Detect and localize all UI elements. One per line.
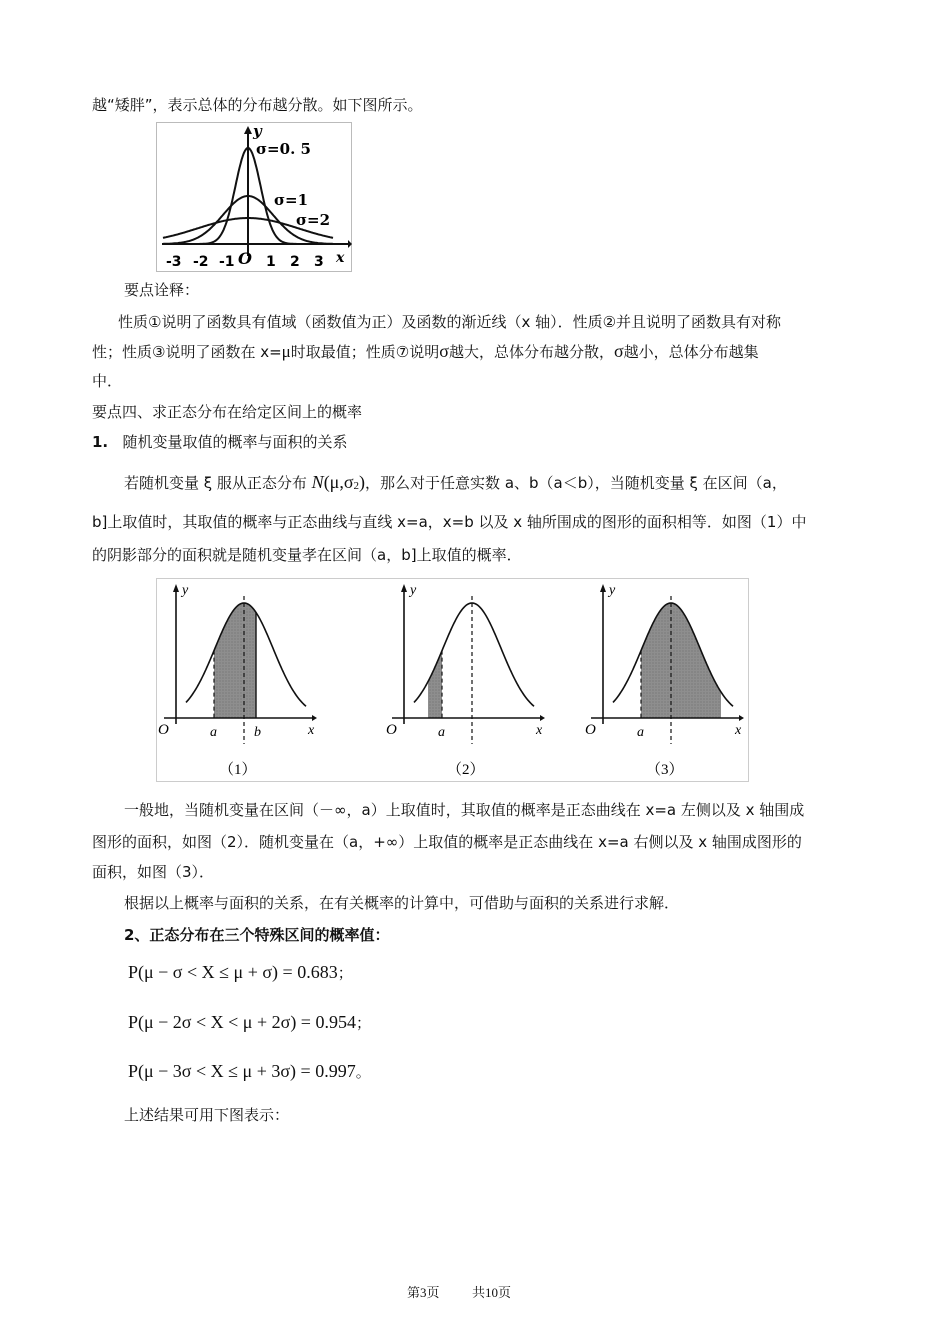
normal-curves-figure xyxy=(156,122,352,272)
y-axis-label: y xyxy=(410,583,417,598)
shaded-areas-figure xyxy=(156,578,749,782)
mu-symbol: μ xyxy=(281,342,291,361)
x-axis-label: x xyxy=(536,723,543,738)
normal-curves-svg xyxy=(156,122,352,272)
tick-label: 1 xyxy=(266,254,276,270)
key-points-title: 要点诠释： xyxy=(124,281,200,299)
page-total: 共10页 xyxy=(472,1285,512,1300)
sigma-2-label: σ=2 xyxy=(296,211,331,229)
shaded-region xyxy=(214,603,256,718)
panel-3 xyxy=(585,583,744,778)
x-axis-label: x xyxy=(308,723,315,738)
paragraph-general-line1: 一般地，当随机变量在区间（－∞，a）上取值时，其取值的概率是正态曲线在 x=a 左侧以及 x 轴围成 xyxy=(124,801,805,819)
panel-caption: （1） xyxy=(219,762,257,778)
page-number: 第3页 xyxy=(407,1285,440,1300)
paragraph-general-line3: 面积，如图（3）． xyxy=(92,863,215,881)
tick-label: -3 xyxy=(166,254,182,270)
y-axis-label: y xyxy=(609,583,616,598)
subheading-1: 1. 随机变量取值的概率与面积的关系 xyxy=(92,433,348,451)
tick-label: 3 xyxy=(314,254,324,270)
a-label: a xyxy=(438,725,445,740)
paragraph-properties-line3: 中． xyxy=(92,372,123,390)
y-axis-label: y xyxy=(182,583,189,598)
paragraph-area-line1: 若随机变量 ξ 服从正态分布 N(μ,σ2)，那么对于任意实数 a、b（a＜b），当随机变量 ξ 在区间（a， xyxy=(124,472,787,492)
shaded-region xyxy=(428,651,442,718)
subheading-2: 2、正态分布在三个特殊区间的概率值： xyxy=(124,926,390,944)
panel-1 xyxy=(158,583,317,778)
paragraph-properties-line1: 性质①说明了函数具有值域（函数值为正）及函数的渐近线（x 轴）．性质②并且说明了函数具有对称 xyxy=(118,313,782,331)
y-axis-label: y xyxy=(253,122,262,140)
a-label: a xyxy=(637,725,644,740)
paragraph-intro: 越“矮胖”，表示总体的分布越分散。如下图所示。 xyxy=(92,96,423,114)
origin-label: O xyxy=(158,722,169,738)
paragraph-closing: 上述结果可用下图表示： xyxy=(124,1106,290,1124)
sigma-symbol: σ xyxy=(439,341,449,361)
formula-3-sigma: P(μ − 3σ < X ≤ μ + 3σ) = 0.997。 xyxy=(128,1061,371,1081)
paragraph-general-line2: 图形的面积，如图（2）．随机变量在（a，+∞）上取值的概率是正态曲线在 x=a 右侧以及 x 轴围成图形的 xyxy=(92,833,802,851)
sigma-0-5-label: σ=0. 5 xyxy=(256,140,311,158)
paragraph-summary: 根据以上概率与面积的关系，在有关概率的计算中，可借助与面积的关系进行求解． xyxy=(124,894,680,912)
paragraph-area-line3: 的阴影部分的面积就是随机变量孝在区间（a，b]上取值的概率． xyxy=(92,546,522,564)
panel-caption: （3） xyxy=(646,762,684,778)
shaded-region xyxy=(641,603,721,718)
formula-1-sigma: P(μ − σ < X ≤ μ + σ) = 0.683； xyxy=(128,962,353,982)
a-label: a xyxy=(210,725,217,740)
sigma-1-label: σ=1 xyxy=(274,191,309,209)
tick-label: -1 xyxy=(219,254,235,270)
b-label: b xyxy=(254,725,261,740)
shaded-areas-svg xyxy=(156,578,749,782)
panel-caption: （2） xyxy=(447,762,485,778)
tick-label: 2 xyxy=(290,254,300,270)
origin-label: O xyxy=(386,722,397,738)
paragraph-area-line2: b]上取值时，其取值的概率与正态曲线与直线 x=a，x=b 以及 x 轴所围成的图形的面积相等．如图（1）中 xyxy=(92,513,807,531)
origin-label: O xyxy=(238,249,252,268)
paragraph-properties-line2: 性；性质③说明了函数在 x=μ时取最值；性质⑦说明σ越大，总体分布越分散，σ越小，总体分布越集 xyxy=(92,341,759,361)
formula-2-sigma: P(μ − 2σ < X < μ + 2σ) = 0.954； xyxy=(128,1012,371,1032)
x-axis-label: x xyxy=(735,723,742,738)
panel-2 xyxy=(386,583,545,778)
x-axis-label: x xyxy=(336,250,345,266)
tick-label: -2 xyxy=(193,254,209,270)
origin-label: O xyxy=(585,722,596,738)
sigma-symbol: σ xyxy=(613,341,624,361)
section-heading-4: 要点四、求正态分布在给定区间上的概率 xyxy=(92,403,363,421)
